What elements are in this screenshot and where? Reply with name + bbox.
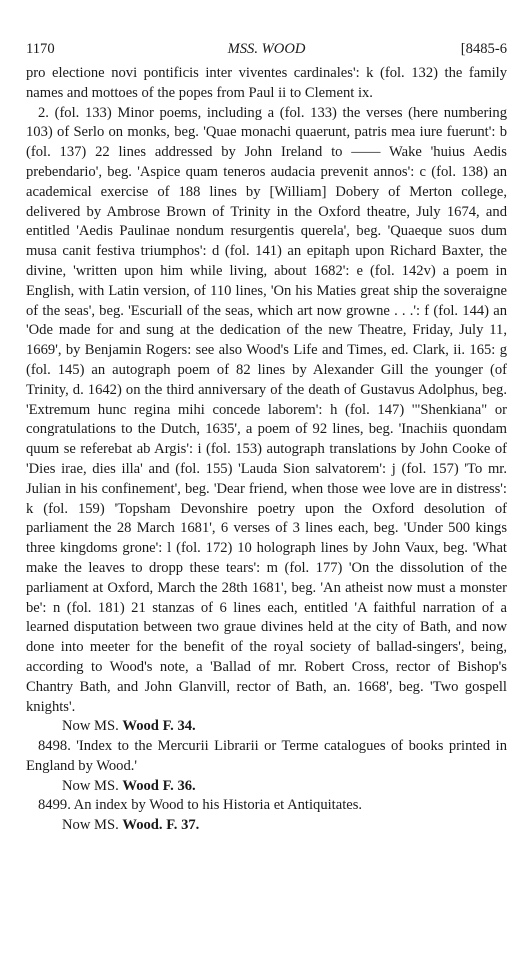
entry-range: [8485-6 <box>460 41 507 57</box>
shelfmark: Wood. F. 37. <box>122 817 200 834</box>
entry-8499: 8499. An index by Wood to his Historia et Antiquitates. <box>38 797 363 814</box>
running-title: MSS. WOOD <box>227 41 306 57</box>
catalogue-body <box>26 64 507 836</box>
shelfmark-line <box>26 777 507 797</box>
shelfmark-prefix: Now MS. <box>62 817 119 834</box>
shelfmark-prefix: Now MS. <box>62 718 119 735</box>
shelfmark: Wood F. 36. <box>122 777 196 794</box>
shelfmark-line <box>26 816 507 836</box>
page-number: 1170 <box>26 41 55 57</box>
entry-8498: 8498. 'Index to the Mercurii Librarii or Terme catalogues of books printed in England by Wood.' <box>26 738 507 774</box>
document-page <box>26 40 507 836</box>
shelfmark: Wood F. 34. <box>122 718 196 735</box>
running-header <box>26 40 507 64</box>
shelfmark-line <box>26 717 507 737</box>
shelfmark-prefix: Now MS. <box>62 777 119 794</box>
entry-minor-poems: 2. (fol. 133) Minor poems, including a (fol. 133) the verses (here numbering 103) of Serlo on monks, beg. 'Quae monachi quaerunt, patris mea iure fuerunt': b (fol. 137) 22 lines addressed by John Ireland to —— Wake 'huius Aedis prebendario', beg. 'Aspice quam teneros audacia prevenit annos': c (fol. 138) an academical exercise of 188 lines by [William] Dobery of Merton college, delivered by Ambrose Brown of Trinity in the Oxford theatre, July 1674, and entitled 'Aedis Paulinae nondum resurgentis querela', beg. 'Quaeque suos dum musa canit festiva triumphos': d (fol. 141) an epitaph upon Richard Baxter, the divine, 'written upon him while living, about 1682': e (fol. 142v) a poem in English, with Latin version, of 110 lines, 'On his Maties great ship the soveraigne of the seas', beg. 'Escuriall of the seas, which art now growne . . .': f (fol. 144) an 'Ode made for and sung at the dedication of the new Theatre, Friday, July 11, 1669', by Benjamin Rogers: see also Wood's Life and Times, ed. Clark, ii. 165: g (fol. 145) an autograph poem of 82 lines by Alexander Gill the younger (of Trinity, d. 1642) on the third anniversary of the death of Gustavus Adolphus, beg. 'Extremum hunc regina mihi concede laborem': h (fol. 147) '"Shenkiana" or congratulations to the Dutch, 1635', a poem of 92 lines, beg. 'Inachiis quondam quum se referebat ab Argis': i (fol. 153) autograph translations by John Cooke of 'Dies irae, dies illa' and (fol. 155) 'Lauda Sion salvatorem': j (fol. 157) 'To mr. Julian in his confinement', beg. 'Dear friend, when those wee love are in distress': k (fol. 159) 'Topsham Devonshire poetry upon the Oxford desolution of parliament the 28 March 1681', 6 verses of 3 lines each, beg. 'Under 500 kings three kingdoms grone': l (fol. 172) 10 holograph lines by John Vaux, beg. 'What make the leaves to dropp these tears': m (fol. 177) 'On the dissolution of the parliament at Oxford, March the 28th 1681', beg. 'An atheist now must a monster be': n (fol. 181) 21 stanzas of 6 lines each, entitled 'A faithful narration of a learned disputation between two graue divines held at the city of Bath, and now done into meeter for the benefit of the royal society of ballad-singers', being, according to Wood's note, a 'Ballad of mr. Robert Cross, rector of Bishop's Chantry Bath, and John Glanvill, rector of Bath, an. 1668', beg. 'Two gospell knights'. <box>26 104 507 715</box>
entry-continuation: pro electione novi pontificis inter viventes cardinales': k (fol. 132) the family names and mottoes of the popes from Paul ii to Clement ix. <box>26 65 507 101</box>
